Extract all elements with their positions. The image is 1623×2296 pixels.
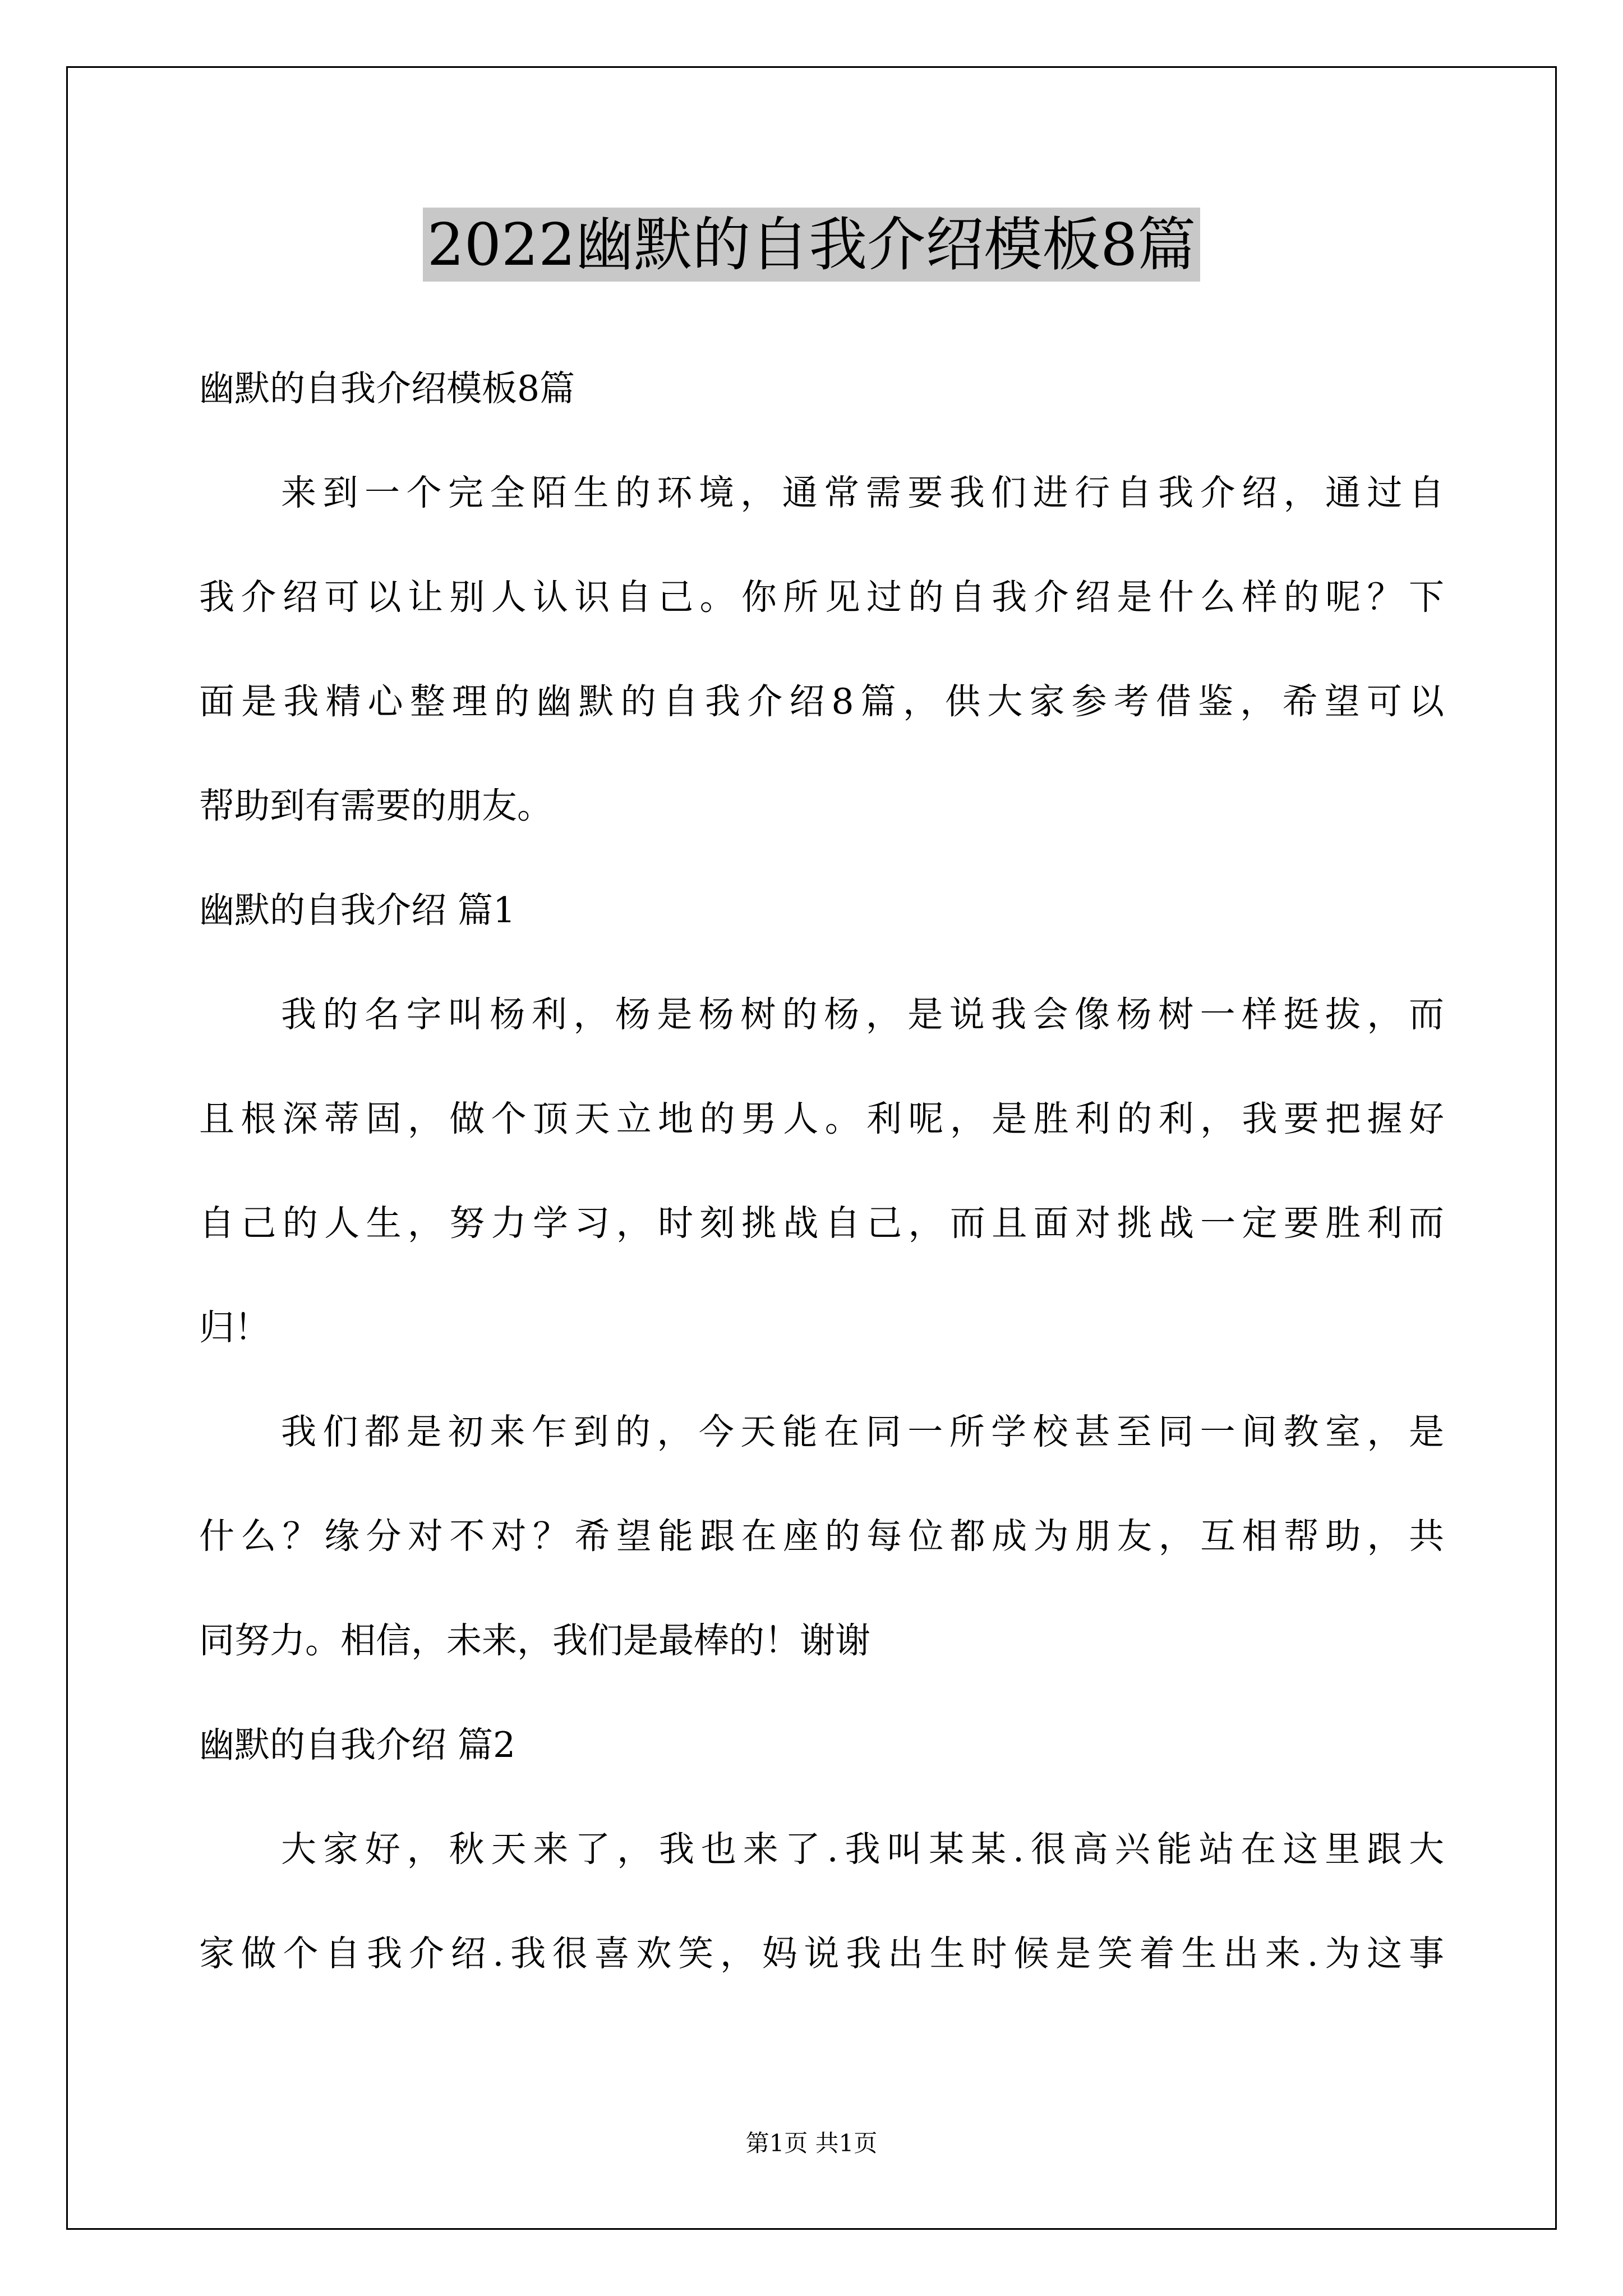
intro-paragraph bbox=[199, 441, 1444, 858]
text-line: 归！ bbox=[199, 1307, 270, 1348]
text-line: 来到一个完全陌生的环境，通常需要我们进行自我介绍，通过自 bbox=[281, 472, 1444, 513]
section-heading-2: 幽默的自我介绍 篇2 bbox=[199, 1724, 516, 1765]
section1-paragraph-2 bbox=[199, 1380, 1444, 1693]
document-title: 2022幽默的自我介绍模板8篇 bbox=[423, 208, 1201, 282]
title-container bbox=[0, 208, 1623, 282]
text-line: 同努力。相信，未来，我们是最棒的！谢谢 bbox=[199, 1620, 870, 1661]
text-line: 我介绍可以让别人认识自己。你所见过的自我介绍是什么样的呢？下 bbox=[199, 577, 1444, 618]
text-line: 什么？缘分对不对？希望能跟在座的每位都成为朋友，互相帮助，共 bbox=[199, 1516, 1444, 1557]
text-line: 且根深蒂固，做个顶天立地的男人。利呢，是胜利的利，我要把握好 bbox=[199, 1098, 1444, 1139]
text-line: 帮助到有需要的朋友。 bbox=[199, 785, 552, 826]
document-subtitle: 幽默的自我介绍模板8篇 bbox=[199, 368, 575, 409]
section2-paragraph-1 bbox=[199, 1797, 1444, 2006]
section-heading-1: 幽默的自我介绍 篇1 bbox=[199, 890, 516, 931]
text-line: 面是我精心整理的幽默的自我介绍8篇，供大家参考借鉴，希望可以 bbox=[199, 681, 1444, 722]
text-line: 我的名字叫杨利，杨是杨树的杨，是说我会像杨树一样挺拔，而 bbox=[281, 994, 1444, 1035]
text-line: 自己的人生，努力学习，时刻挑战自己，而且面对挑战一定要胜利而 bbox=[199, 1203, 1444, 1244]
text-line: 大家好，秋天来了，我也来了.我叫某某.很高兴能站在这里跟大 bbox=[281, 1829, 1444, 1870]
section1-paragraph-1 bbox=[199, 963, 1444, 1380]
text-line: 家做个自我介绍.我很喜欢笑，妈说我出生时候是笑着生出来.为这事 bbox=[199, 1933, 1444, 1974]
text-line: 我们都是初来乍到的，今天能在同一所学校甚至同一间教室，是 bbox=[281, 1411, 1444, 1452]
page-footer: 第1页 共1页 bbox=[745, 2129, 878, 2157]
